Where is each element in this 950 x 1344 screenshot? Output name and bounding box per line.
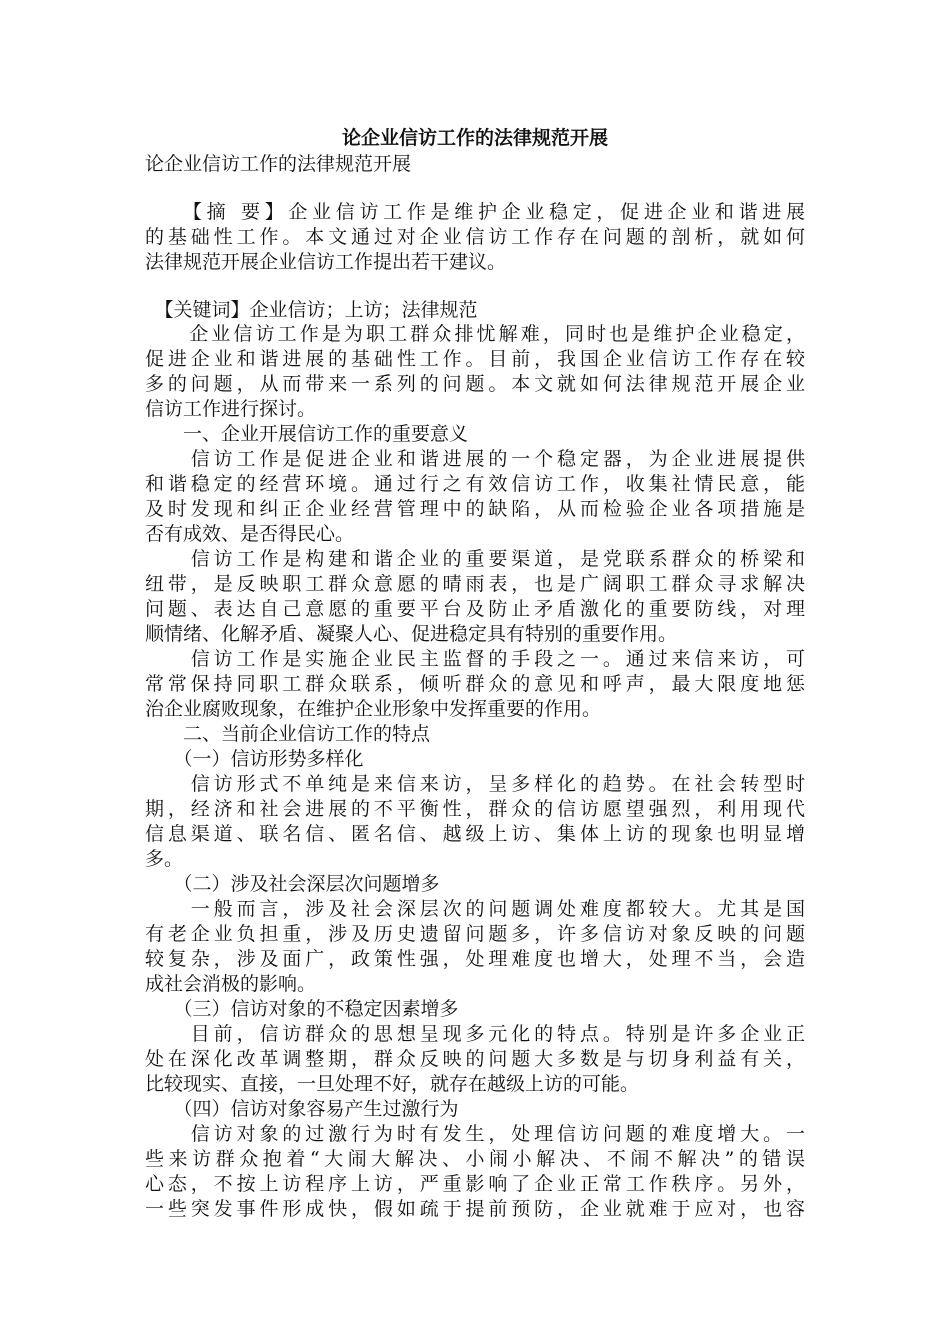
document-subtitle: 论企业信访工作的法律规范开展: [145, 153, 412, 175]
paragraph-line: 企业信访工作是为职工群众排忧解难，同时也是维护企业稳定，: [145, 323, 805, 345]
subsection-heading: （一）信访形势多样化: [145, 748, 364, 770]
subsection-heading: （四）信访对象容易产生过激行为: [145, 1098, 459, 1120]
paragraph-line: 信访对象的过激行为时有发生，处理信访问题的难度增大。一: [145, 1123, 805, 1145]
paragraph-line: 期，经济和社会进展的不平衡性，群众的信访愿望强烈，利用现代: [145, 798, 805, 820]
paragraph-line: 信访工作进行探讨。: [145, 398, 317, 420]
paragraph-line: 纽带，是反映职工群众意愿的晴雨表，也是广阔职工群众寻求解决: [145, 573, 805, 595]
paragraph-line: 多的问题，从而带来一系列的问题。本文就如何法律规范开展企业: [145, 373, 805, 395]
section-heading: 二、当前企业信访工作的特点: [145, 723, 431, 745]
paragraph-line: 一般而言，涉及社会深层次的问题调处难度都较大。尤其是国: [145, 898, 805, 920]
paragraph-line: 常常保持同职工群众联系，倾听群众的意见和呼声，最大限度地惩: [145, 673, 805, 695]
subsection-heading: （二）涉及社会深层次问题增多: [145, 873, 440, 895]
paragraph-line: 促进企业和谐进展的基础性工作。目前，我国企业信访工作存在较: [145, 348, 805, 370]
subsection-heading: （三）信访对象的不稳定因素增多: [145, 998, 459, 1020]
paragraph-line: 较复杂，涉及面广，政策性强，处理难度也增大，处理不当，会造: [145, 948, 805, 970]
paragraph-line: 及时发现和纠正企业经营管理中的缺陷，从而检验企业各项措施是: [145, 498, 805, 520]
abstract-line: 的基础性工作。本文通过对企业信访工作存在问题的剖析，就如何: [145, 226, 805, 248]
abstract-line: 法律规范开展企业信访工作提出若干建议。: [145, 251, 507, 273]
section-heading: 一、企业开展信访工作的重要意义: [145, 423, 469, 445]
paragraph-line: 信访工作是促进企业和谐进展的一个稳定器，为企业进展提供: [145, 448, 805, 470]
document-title: 论企业信访工作的法律规范开展: [341, 127, 608, 149]
paragraph-line: 和谐稳定的经营环境。通过行之有效信访工作，收集社情民意，能: [145, 473, 805, 495]
paragraph-line: 心态，不按上访程序上访，严重影响了企业正常工作秩序。另外，: [145, 1173, 805, 1195]
paragraph-line: 些来访群众抱着“大闹大解决、小闹小解决、不闹不解决”的错误: [145, 1148, 805, 1170]
paragraph-line: 一些突发事件形成快，假如疏于提前预防，企业就难于应对，也容: [145, 1198, 805, 1220]
paragraph-line: 信访形式不单纯是来信来访，呈多样化的趋势。在社会转型时: [145, 773, 805, 795]
paragraph-line: 治企业腐败现象，在维护企业形象中发挥重要的作用。: [145, 698, 602, 720]
abstract-line: 【摘 要】企业信访工作是维护企业稳定，促进企业和谐进展: [145, 201, 805, 223]
paragraph-line: 目前，信访群众的思想呈现多元化的特点。特别是许多企业正: [145, 1023, 805, 1045]
paragraph-line: 处在深化改革调整期，群众反映的问题大多数是与切身利益有关，: [145, 1048, 805, 1070]
paragraph-line: 问题、表达自己意愿的重要平台及防止矛盾激化的重要防线，对理: [145, 598, 805, 620]
paragraph-line: 有老企业负担重，涉及历史遗留问题多，许多信访对象反映的问题: [145, 923, 805, 945]
paragraph-line: 信息渠道、联名信、匿名信、越级上访、集体上访的现象也明显增: [145, 823, 805, 845]
paragraph-line: 多。: [145, 848, 184, 870]
keywords-line: 【关键词】企业信访；上访；法律规范: [145, 299, 478, 321]
paragraph-line: 否有成效、是否得民心。: [145, 523, 355, 545]
paragraph-line: 顺情绪、化解矛盾、凝聚人心、促进稳定具有特别的重要作用。: [145, 623, 678, 645]
paragraph-line: 比较现实、直接，一旦处理不好，就存在越级上访的可能。: [145, 1073, 640, 1095]
paragraph-line: 信访工作是实施企业民主监督的手段之一。通过来信来访，可: [145, 648, 805, 670]
paragraph-line: 成社会消极的影响。: [145, 973, 317, 995]
paragraph-line: 信访工作是构建和谐企业的重要渠道，是党联系群众的桥梁和: [145, 548, 805, 570]
